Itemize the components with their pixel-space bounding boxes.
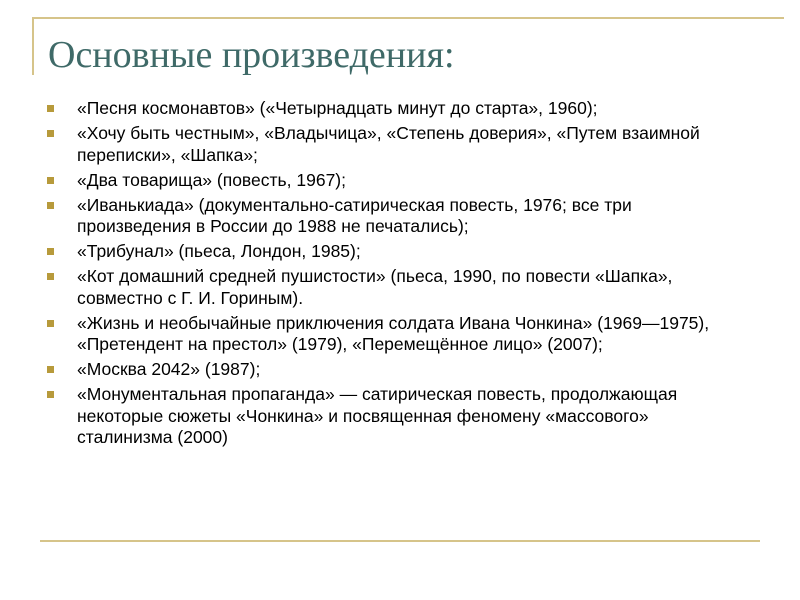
list-item bbox=[44, 123, 744, 166]
list-item-text: «Монументальная пропаганда» — сатирическая повесть, продолжающая некоторые сюжеты «Чонкина» и посвященная феномену «массового» сталинизма (2000) bbox=[77, 384, 678, 447]
square-bullet-icon bbox=[47, 130, 54, 137]
list-item bbox=[44, 98, 744, 120]
square-bullet-icon bbox=[47, 366, 54, 373]
list-item bbox=[44, 195, 744, 238]
list-item bbox=[44, 313, 744, 356]
list-item bbox=[44, 384, 744, 449]
list-item-text: «Кот домашний средней пушистости» (пьеса, 1990, по повести «Шапка», совместно с Г. И. Гориным). bbox=[77, 266, 673, 308]
bottom-decorative-rule bbox=[40, 540, 760, 542]
list-item-text: «Два товарища» (повесть, 1967); bbox=[77, 169, 346, 190]
square-bullet-icon bbox=[47, 105, 54, 112]
list-item-text: «Хочу быть честным», «Владычица», «Степень доверия», «Путем взаимной переписки», «Шапка»; bbox=[77, 123, 700, 165]
slide-title: Основные произведения: bbox=[48, 34, 455, 76]
square-bullet-icon bbox=[47, 320, 54, 327]
list-item-text: «Иванькиада» (документально-сатирическая повесть, 1976; все три произведения в России до 1988 не печатались); bbox=[77, 194, 632, 236]
list-item bbox=[44, 170, 744, 192]
list-item bbox=[44, 359, 744, 381]
square-bullet-icon bbox=[47, 177, 54, 184]
square-bullet-icon bbox=[47, 273, 54, 280]
list-item-text: «Жизнь и необычайные приключения солдата Ивана Чонкина» (1969—1975), «Претендент на престол» (1979), «Перемещённое лицо» (2007); bbox=[77, 312, 710, 354]
list-item bbox=[44, 241, 744, 263]
top-decorative-rule bbox=[32, 17, 784, 19]
list-item-text: «Москва 2042» (1987); bbox=[77, 359, 261, 379]
square-bullet-icon bbox=[47, 202, 54, 209]
left-decorative-rule bbox=[32, 17, 34, 75]
works-list bbox=[44, 98, 744, 452]
list-item bbox=[44, 266, 744, 309]
square-bullet-icon bbox=[47, 391, 54, 398]
list-item-text: «Песня космонавтов» («Четырнадцать минут до старта», 1960); bbox=[77, 98, 598, 118]
square-bullet-icon bbox=[47, 248, 54, 255]
list-item-text: «Трибунал» (пьеса, Лондон, 1985); bbox=[77, 241, 361, 261]
